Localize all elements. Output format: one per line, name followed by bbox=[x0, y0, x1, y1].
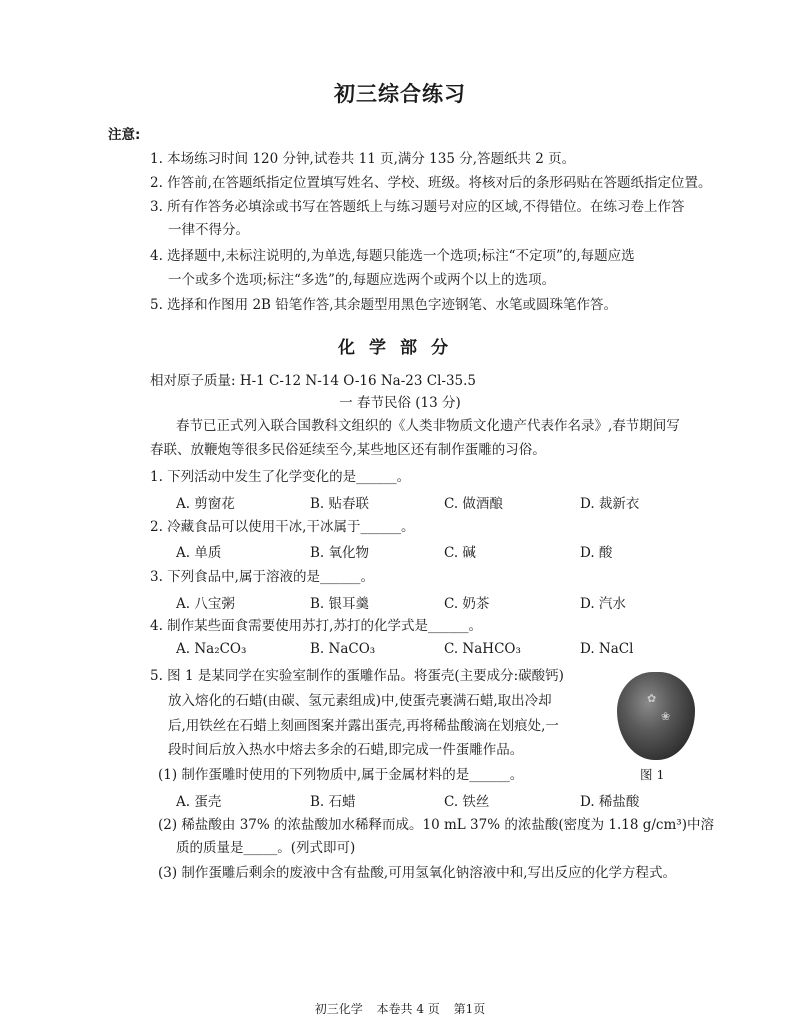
notice-item-2: 2. 作答前,在答题纸指定位置填写姓名、学校、班级。将核对后的条形码贴在答题纸指定位置。 bbox=[150, 175, 712, 191]
question-5-sub-2-line-1: (2) 稀盐酸由 37% 的浓盐酸加水稀释而成。10 mL 37% 的浓盐酸(密度为 1.18 g/cm³)中溶 bbox=[158, 817, 714, 833]
carving-pattern-icon: ✿ bbox=[647, 692, 657, 705]
option: B. NaCO₃ bbox=[310, 641, 376, 657]
question-5-sub-3: (3) 制作蛋雕后剩余的废液中含有盐酸,可用氢氧化钠溶液中和,写出反应的化学方程式。 bbox=[158, 865, 676, 881]
notice-item-5: 5. 选择和作图用 2B 铅笔作答,其余题型用黑色字迹钢笔、水笔或圆珠笔作答。 bbox=[150, 297, 618, 313]
question-2-options bbox=[176, 541, 696, 561]
page-title: 初三综合练习 bbox=[334, 82, 466, 106]
question-5-stem-2: 放入熔化的石蜡(由碳、氢元素组成)中,使蛋壳裹满石蜡,取出冷却 bbox=[168, 693, 552, 709]
option: A. Na₂CO₃ bbox=[176, 641, 247, 657]
option: B. 银耳羹 bbox=[310, 596, 370, 612]
question-5-sub-1-options bbox=[176, 790, 696, 810]
option: A. 剪窗花 bbox=[176, 496, 235, 512]
option: D. 裁新衣 bbox=[580, 496, 640, 512]
option: C. 碱 bbox=[444, 545, 476, 561]
option: A. 八宝粥 bbox=[176, 596, 235, 612]
section-title: 化学部分 bbox=[338, 338, 462, 358]
question-5-sub-1-stem: (1) 制作蛋雕时使用的下列物质中,属于金属材料的是______。 bbox=[158, 767, 524, 783]
question-1-options bbox=[176, 492, 696, 512]
atomic-masses: 相对原子质量: H-1 C-12 N-14 O-16 Na-23 Cl-35.5 bbox=[150, 373, 477, 389]
question-5-stem-1: 5. 图 1 是某同学在实验室制作的蛋雕作品。将蛋壳(主要成分:碳酸钙) bbox=[150, 668, 564, 684]
question-4-stem: 4. 制作某些面食需要使用苏打,苏打的化学式是______。 bbox=[150, 618, 482, 634]
question-2-stem: 2. 冷藏食品可以使用干冰,干冰属于______。 bbox=[150, 519, 415, 535]
option: B. 氧化物 bbox=[310, 545, 370, 561]
question-4-options bbox=[176, 641, 696, 661]
question-3-stem: 3. 下列食品中,属于溶液的是______。 bbox=[150, 569, 374, 585]
intro-line-1: 春节已正式列入联合国教科文组织的《人类非物质文化遗产代表作名录》,春节期间写 bbox=[176, 418, 680, 434]
part-title: 一 春节民俗 (13 分) bbox=[339, 395, 461, 411]
option: D. 酸 bbox=[580, 545, 613, 561]
question-5-stem-4: 段时间后放入热水中熔去多余的石蜡,即完成一件蛋雕作品。 bbox=[168, 742, 524, 758]
question-3-options bbox=[176, 592, 696, 612]
notice-item-4-cont: 一个或多个选项;标注“多选”的,每题应选两个或两个以上的选项。 bbox=[168, 272, 556, 288]
question-5-sub-2-line-2: 质的质量是_____。(列式即可) bbox=[176, 840, 356, 856]
option: C. 铁丝 bbox=[444, 794, 490, 810]
carving-pattern-icon: ❀ bbox=[661, 710, 671, 723]
option: A. 蛋壳 bbox=[176, 794, 222, 810]
option: C. 做酒酿 bbox=[444, 496, 503, 512]
option: D. 汽水 bbox=[580, 596, 626, 612]
notice-item-4: 4. 选择题中,未标注说明的,为单选,每题只能选一个选项;标注“不定项”的,每题应选 bbox=[150, 248, 635, 264]
notice-item-1: 1. 本场练习时间 120 分钟,试卷共 11 页,满分 135 分,答题纸共 2 页。 bbox=[150, 151, 576, 167]
notice-item-3-cont: 一律不得分。 bbox=[168, 222, 249, 238]
option: A. 单质 bbox=[176, 545, 222, 561]
option: C. 奶茶 bbox=[444, 596, 490, 612]
page-footer bbox=[0, 1000, 800, 1017]
figure-caption: 图 1 bbox=[640, 767, 665, 782]
question-1-stem: 1. 下列活动中发生了化学变化的是______。 bbox=[150, 469, 411, 485]
notice-heading: 注意: bbox=[108, 127, 141, 143]
footer-total-pages: 本卷共 4 页 bbox=[376, 1002, 440, 1016]
option: B. 石蜡 bbox=[310, 794, 356, 810]
notice-item-3: 3. 所有作答务必填涂或书写在答题纸上与练习题号对应的区域,不得错位。在练习卷上作答 bbox=[150, 199, 685, 215]
option: D. NaCl bbox=[580, 641, 634, 657]
option: D. 稀盐酸 bbox=[580, 794, 640, 810]
option: B. 贴春联 bbox=[310, 496, 370, 512]
egg-carving-image bbox=[617, 672, 695, 760]
footer-page-number: 第1页 bbox=[453, 1002, 486, 1016]
intro-line-2: 春联、放鞭炮等很多民俗延续至今,某些地区还有制作蛋雕的习俗。 bbox=[150, 442, 546, 458]
footer-subject: 初三化学 bbox=[314, 1002, 363, 1016]
question-5-stem-3: 后,用铁丝在石蜡上刻画图案并露出蛋壳,再将稀盐酸滴在划痕处,一 bbox=[168, 718, 559, 734]
option: C. NaHCO₃ bbox=[444, 641, 521, 657]
